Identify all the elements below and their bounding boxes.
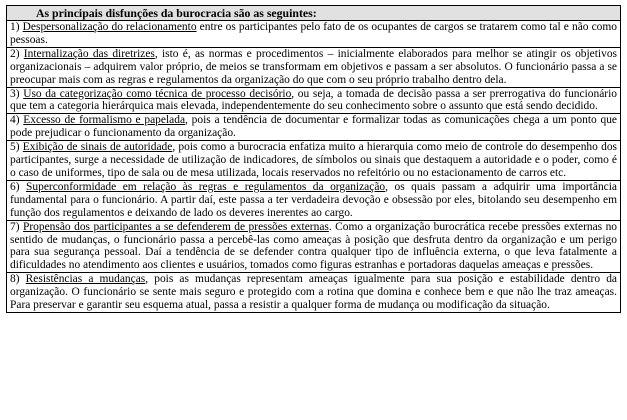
list-item-2 xyxy=(7,48,620,88)
item-title: Resistências a mudanças xyxy=(25,273,146,286)
item-text: , pois como a burocracia enfatiza muito a hierarquia como meio de controle do desempenho dos participantes, surge a necessidade de utilização de indicadores, de símbolos ou sinais que destaquem a autoridade e o poder, como é o caso de uniformes, tipo de sala ou de mesa utilizada, locais reservados no refeitório ou no estacionamento de carros etc. xyxy=(10,141,618,179)
item-number: 5) xyxy=(10,141,20,154)
list-item-6 xyxy=(7,181,620,221)
item-title: Despersonalização do relacionamento xyxy=(22,21,197,33)
item-number: 2) xyxy=(10,47,20,60)
list-item-3 xyxy=(7,88,620,115)
list-item-7 xyxy=(7,221,620,274)
item-number: 3) xyxy=(10,87,20,100)
list-item-4 xyxy=(7,114,620,141)
item-title: Uso da categorização como técnica de processo decisório xyxy=(23,87,292,100)
item-title: Propensão dos participantes a se defenderem de pressões externas xyxy=(23,220,329,233)
item-number: 4) xyxy=(10,114,20,127)
item-text: entre os participantes pelo fato de os ocupantes de cargos se tratarem como tal e não como pessoas. xyxy=(10,21,618,46)
item-title: Superconformidade em relação às regras e regulamentos da organização xyxy=(26,180,386,193)
item-number: 1) xyxy=(10,21,20,33)
item-title: Exibição de sinais de autoridade xyxy=(22,141,173,154)
item-text: , isto é, as normas e procedimentos – inicialmente elaborados para melhor se atingir os objetivos organizacionais – adquirem valor próprio, de meios se transformam em objetivos e passam a ser absolutos. O funcionário passa a se preocupar mais com as regras e regulamentos da organização do que com o seu próprio trabalho dentro dela. xyxy=(10,47,618,86)
item-number: 8) xyxy=(10,273,20,286)
list-item-8 xyxy=(7,273,620,312)
item-text: . Como a organização burocrática recebe pressões externas no sentido de mudanças, o funcionário passa a percebê-las como ameaças à posição que desfruta dentro da organização e um perigo para sua segurança pessoal. Daí a tendência de se defender contra qualquer tipo de influência externa, o que leva fatalmente a dificuldades no atendimento aos clientes e usuários, tomados como figuras estranhas e portadoras daquelas ameaças e pressões. xyxy=(10,220,618,272)
item-text: , pois a tendência de documentar e formalizar todas as comunicações chega a um ponto que pode prejudicar o funcionamento da organização. xyxy=(10,114,618,140)
table-header: As principais disfunções da burocracia são as seguintes: xyxy=(7,6,620,21)
item-title: Internalização das diretrizes xyxy=(23,47,155,60)
item-text: , ou seja, a tomada de decisão passa a ser prerrogativa do funcionário que tem a categoria hierárquica mais elevada, independentemente do seu conhecimento sobre o assunto que está sendo decidido. xyxy=(10,87,617,113)
item-number: 7) xyxy=(10,220,20,233)
list-item-5 xyxy=(7,141,620,181)
item-text: , os quais passam a adquirir uma importância fundamental para o funcionário. A partir daí, este passa a ter verdadeira devoção e obsessão por eles, bitolando seu desempenho em função dos regulamentos e deixando de lado os deveres inerentes ao cargo. xyxy=(10,180,617,219)
dysfunctions-table xyxy=(6,5,621,313)
item-title: Excesso de formalismo e papelada xyxy=(23,114,186,127)
list-item-1 xyxy=(7,21,620,48)
item-text: , pois as mudanças representam ameaças igualmente para sua posição e estabilidade dentro da organização. O funcionário se sente mais seguro e protegido com a rotina que domina e conhece bem e que não lhe traz ameaças. Para preservar e garantir seu esquema atual, passa a resistir a qualquer forma de mudança ou modificação da situação. xyxy=(10,273,617,312)
item-number: 6) xyxy=(10,180,20,193)
